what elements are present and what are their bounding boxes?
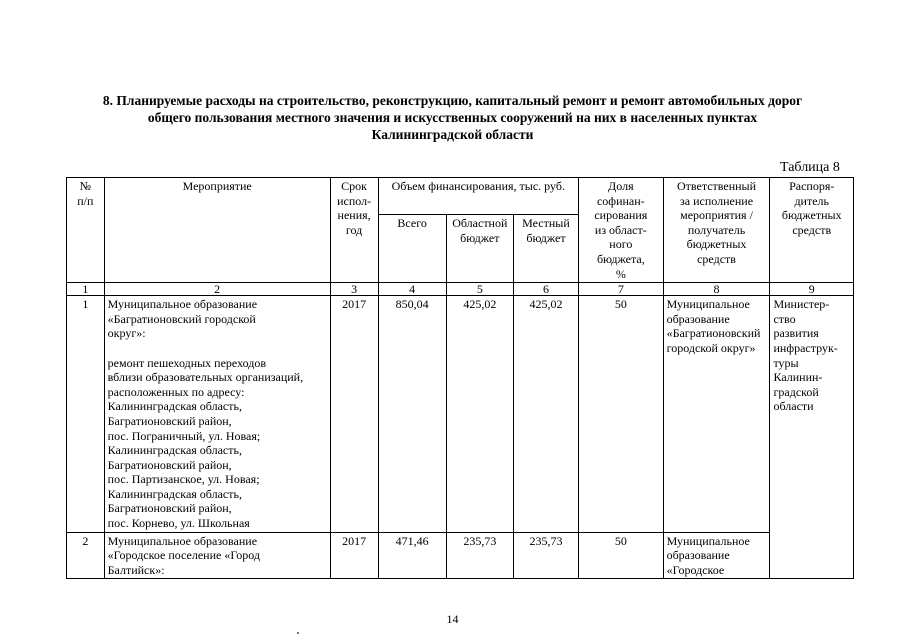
row-regional: 235,73 — [446, 532, 513, 579]
row-regional: 425,02 — [446, 296, 513, 533]
header-term: Срок испол- нения, год — [330, 178, 378, 283]
column-number: 6 — [513, 283, 578, 296]
header-local: Местный бюджет — [513, 215, 578, 283]
row-responsible: Муниципальное образование «Городское — [663, 532, 770, 579]
row-num: 2 — [67, 532, 105, 579]
column-number: 9 — [770, 283, 854, 296]
column-number: 2 — [104, 283, 330, 296]
title-line-3: Калининградской области — [371, 127, 534, 142]
column-number: 5 — [446, 283, 513, 296]
document-title — [40, 92, 865, 143]
row-term: 2017 — [330, 296, 378, 533]
row-total: 850,04 — [378, 296, 446, 533]
header-regional: Областной бюджет — [446, 215, 513, 283]
row-term: 2017 — [330, 532, 378, 579]
header-total: Всего — [378, 215, 446, 283]
row-num: 1 — [67, 296, 105, 533]
row-manager: Министер- ство развития инфраструк- туры Калинин- градской области — [770, 296, 854, 579]
row-share: 50 — [579, 532, 664, 579]
row-total: 471,46 — [378, 532, 446, 579]
row-responsible: Муниципальное образование «Багратионовский городской округ» — [663, 296, 770, 533]
header-manager: Распоря- дитель бюджетных средств — [770, 178, 854, 283]
header-financing: Объем финансирования, тыс. руб. — [378, 178, 579, 215]
title-line-1: 8. Планируемые расходы на строительство, реконструкцию, капитальный ремонт и ремонт автомобильных дорог — [102, 93, 803, 108]
table-number: Таблица 8 — [780, 160, 840, 175]
header-share: Доля софинан- сирования из област- ного бюджета, % — [579, 178, 664, 283]
row-local: 235,73 — [513, 532, 578, 579]
table-row — [67, 296, 854, 533]
header-responsible: Ответственный за исполнение мероприятия / получатель бюджетных средств — [663, 178, 770, 283]
column-number: 7 — [579, 283, 664, 296]
row-event: Муниципальное образование «Багратионовский городской округ»: ремонт пешеходных переходов вблизи образовательных организаций, расположенных по адресу: Калининградская область, Багратионовский район, пос. Пограничный, ул. Новая; Калининградская область, Багратионовский район, пос. Партизанское, ул. Новая; Калининградская область, Багратионовский район, пос. Корнево, ул. Школьная — [104, 296, 330, 533]
header-num: № п/п — [67, 178, 105, 283]
row-event: Муниципальное образование «Городское поселение «Город Балтийск»: — [104, 532, 330, 579]
row-share: 50 — [579, 296, 664, 533]
scan-speck — [297, 632, 299, 634]
table-row — [67, 532, 854, 579]
page-number: 14 — [446, 612, 459, 626]
column-number-row — [67, 283, 854, 296]
column-number: 8 — [663, 283, 770, 296]
column-number: 3 — [330, 283, 378, 296]
header-event: Мероприятие — [104, 178, 330, 283]
expenses-table — [66, 177, 854, 579]
row-local: 425,02 — [513, 296, 578, 533]
header-row-1 — [67, 178, 854, 215]
column-number: 1 — [67, 283, 105, 296]
title-line-2: общего пользования местного значения и искусственных сооружений на них в населенных пунктах — [147, 110, 758, 125]
column-number: 4 — [378, 283, 446, 296]
